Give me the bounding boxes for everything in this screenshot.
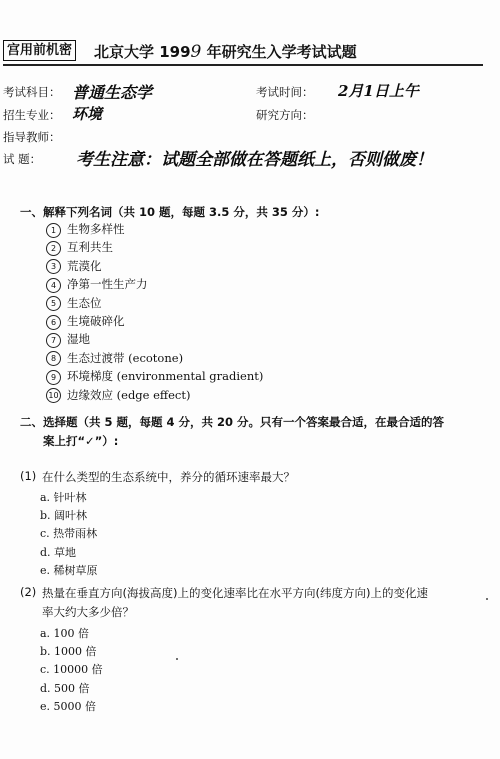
- answer-option: e. 5000 倍: [40, 699, 96, 713]
- title-suffix: 年研究生入学考试试题: [201, 43, 357, 61]
- term-item: [46, 239, 113, 256]
- question-number: (1): [20, 469, 37, 483]
- circled-number-icon: 7: [46, 333, 61, 348]
- circled-number-icon: 9: [46, 370, 61, 385]
- section2-heading-line1: 二、选择题（共 5 题，每题 4 分，共 20 分。只有一个答案最合适，在最合适的答: [20, 415, 445, 429]
- advisor-label: 指导教师：: [3, 130, 61, 144]
- answer-option: a. 100 倍: [40, 627, 90, 640]
- answer-option: e. 稀树草原: [40, 563, 98, 577]
- answer-option: d. 500 倍: [40, 681, 90, 695]
- term-item: [46, 221, 125, 238]
- term-text: 生态位: [67, 295, 102, 310]
- term-text: 边缘效应 (edge effect): [67, 387, 191, 402]
- time-value: 2月1日上午: [338, 82, 419, 100]
- term-item: [46, 295, 102, 312]
- answer-option: a. 针叶林: [40, 491, 87, 504]
- term-item: [46, 331, 90, 348]
- circled-number-icon: 1: [46, 223, 61, 238]
- term-item: [46, 276, 148, 293]
- scan-speck: [486, 598, 488, 600]
- subject-label: 考试科目：: [3, 85, 61, 99]
- subject-value: 普通生态学: [72, 83, 153, 102]
- term-text: 净第一性生产力: [67, 277, 148, 292]
- scan-speck: [176, 658, 178, 660]
- answer-option: d. 草地: [40, 545, 77, 559]
- term-item: [46, 350, 183, 367]
- header-rule: [3, 64, 483, 66]
- question-text: 在什么类型的生态系统中，养分的循环速率最大？: [42, 470, 295, 484]
- term-item: [46, 368, 263, 385]
- term-item: [46, 258, 102, 275]
- circled-number-icon: 10: [46, 388, 61, 403]
- circled-number-icon: 5: [46, 296, 61, 311]
- circled-number-icon: 3: [46, 259, 61, 274]
- term-item: [46, 387, 190, 404]
- section2-heading-line2: 案上打“✓”）:: [43, 434, 119, 448]
- confidential-stamp: 宫用前机密: [3, 40, 76, 61]
- circled-number-icon: 4: [46, 278, 61, 293]
- term-text: 生境破碎化: [67, 314, 125, 328]
- questions-label: 试 题：: [3, 152, 42, 166]
- title-year-digit: 9: [190, 42, 202, 62]
- major-value: 环境: [72, 105, 103, 123]
- term-text: 湿地: [67, 332, 90, 347]
- answer-option: b. 阔叶林: [40, 509, 88, 523]
- major-label: 招生专业：: [3, 108, 61, 122]
- term-text: 荒漠化: [67, 258, 102, 273]
- title-prefix: 北京大学 199: [94, 43, 191, 61]
- term-text: 互利共生: [67, 240, 113, 255]
- direction-label: 研究方向：: [256, 108, 314, 122]
- term-item: [46, 313, 125, 330]
- term-text: 环境梯度 (environmental gradient): [67, 369, 264, 384]
- circled-number-icon: 6: [46, 315, 61, 330]
- question-text-continued: 率大约大多少倍？: [42, 605, 134, 619]
- handwritten-notice: 考生注意：试题全部做在答题纸上，否则做废！: [76, 150, 433, 170]
- circled-number-icon: 8: [46, 351, 61, 366]
- answer-option: b. 1000 倍: [40, 645, 97, 659]
- question-number: (2): [20, 585, 37, 599]
- time-label: 考试时间：: [256, 85, 314, 99]
- term-text: 生物多样性: [67, 222, 125, 236]
- question-text: 热量在垂直方向(海拔高度)上的变化速率比在水平方向(纬度方向)上的变化速: [42, 586, 428, 600]
- answer-option: c. 10000 倍: [40, 663, 103, 677]
- answer-option: c. 热带雨林: [40, 527, 98, 541]
- exam-title: [94, 41, 357, 62]
- circled-number-icon: 2: [46, 241, 61, 256]
- section1-heading: 一、解释下列名词（共 10 题，每题 3.5 分，共 35 分）:: [20, 205, 320, 219]
- term-text: 生态过渡带 (ecotone): [67, 350, 184, 365]
